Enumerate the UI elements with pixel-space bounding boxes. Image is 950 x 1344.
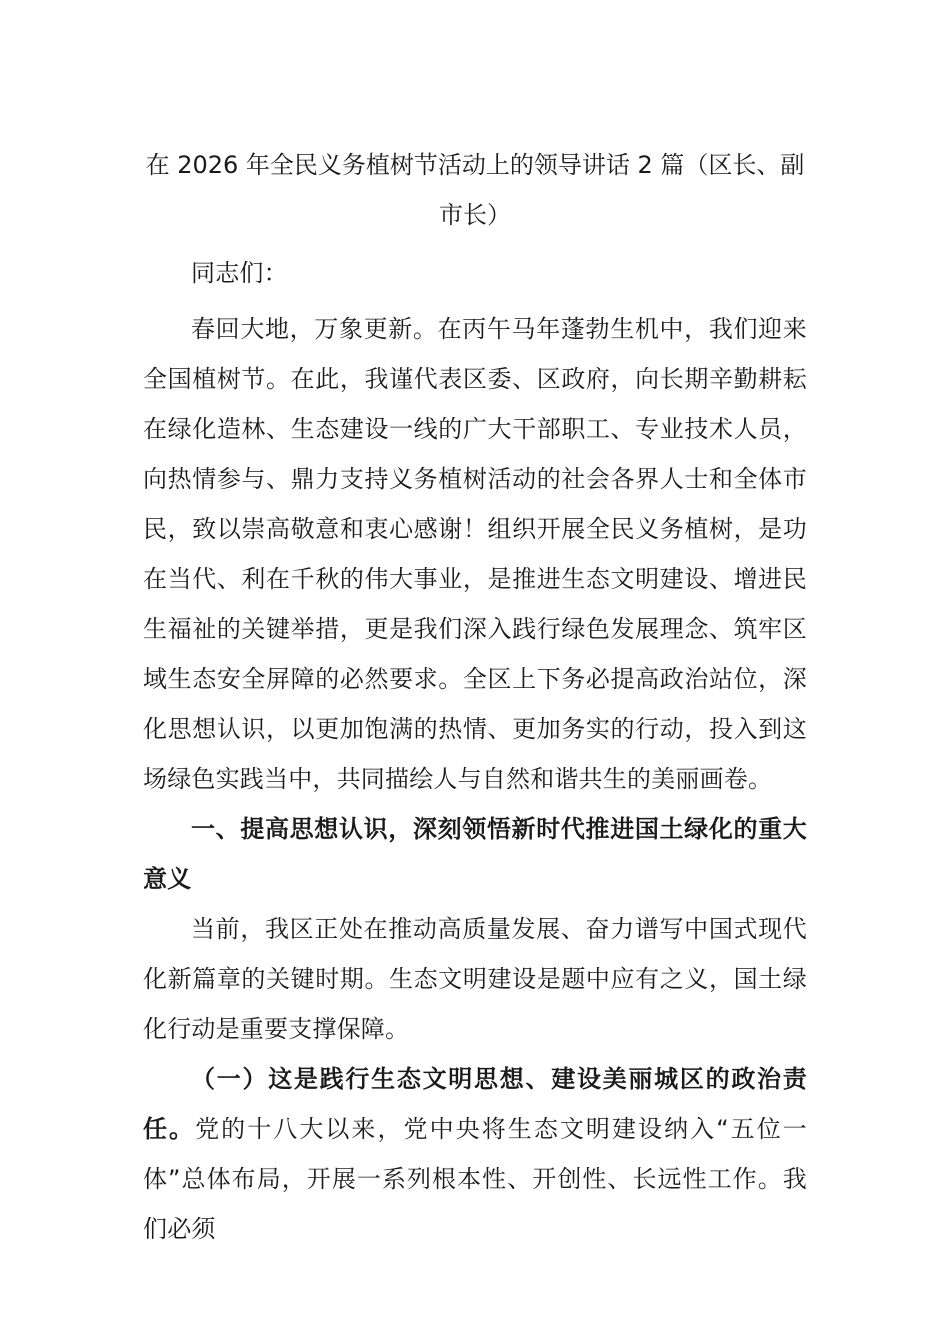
document-title: 在 2026 年全民义务植树节活动上的领导讲话 2 篇（区长、副市长） <box>145 151 805 229</box>
paragraph-subsection-1 <box>143 1054 807 1254</box>
paragraph-intro: 春回大地，万象更新。在丙午马年蓬勃生机中，我们迎来全国植树节。在此，我谨代表区委、区政府，向长期辛勤耕耘在绿化造林、生态建设一线的广大干部职工、专业技术人员，向热情参与、鼎力支持义务植树活动的社会各界人士和全体市民，致以崇高敬意和衷心感谢！组织开展全民义务植树，是功在当代、利在千秋的伟大事业，是推进生态文明建设、增进民生福祉的关键举措，更是我们深入践行绿色发展理念、筑牢区域生态安全屏障的必然要求。全区上下务必提高政治站位，深化思想认识，以更加饱满的热情、更加务实的行动，投入到这场绿色实践当中，共同描绘人与自然和谐共生的美丽画卷。 <box>143 315 807 793</box>
section-heading-1: 一、提高思想认识，深刻领悟新时代推进国土绿化的重大意义 <box>143 815 807 893</box>
paragraph-section-1: 当前，我区正处在推动高质量发展、奋力谱写中国式现代化新篇章的关键时期。生态文明建设是题中应有之义，国土绿化行动是重要支撑保障。 <box>143 915 807 1043</box>
document-page <box>143 140 807 1254</box>
salutation: 同志们： <box>191 259 288 287</box>
subsection-body-1: 党的十八大以来，党中央将生态文明建设纳入“五位一体”总体布局，开展一系列根本性、开创性、长远性工作。我们必须 <box>143 1115 807 1243</box>
subsection-heading-1: （一）这是践行生态文明思想、建设美丽城区的政治责任。 <box>143 1065 807 1143</box>
